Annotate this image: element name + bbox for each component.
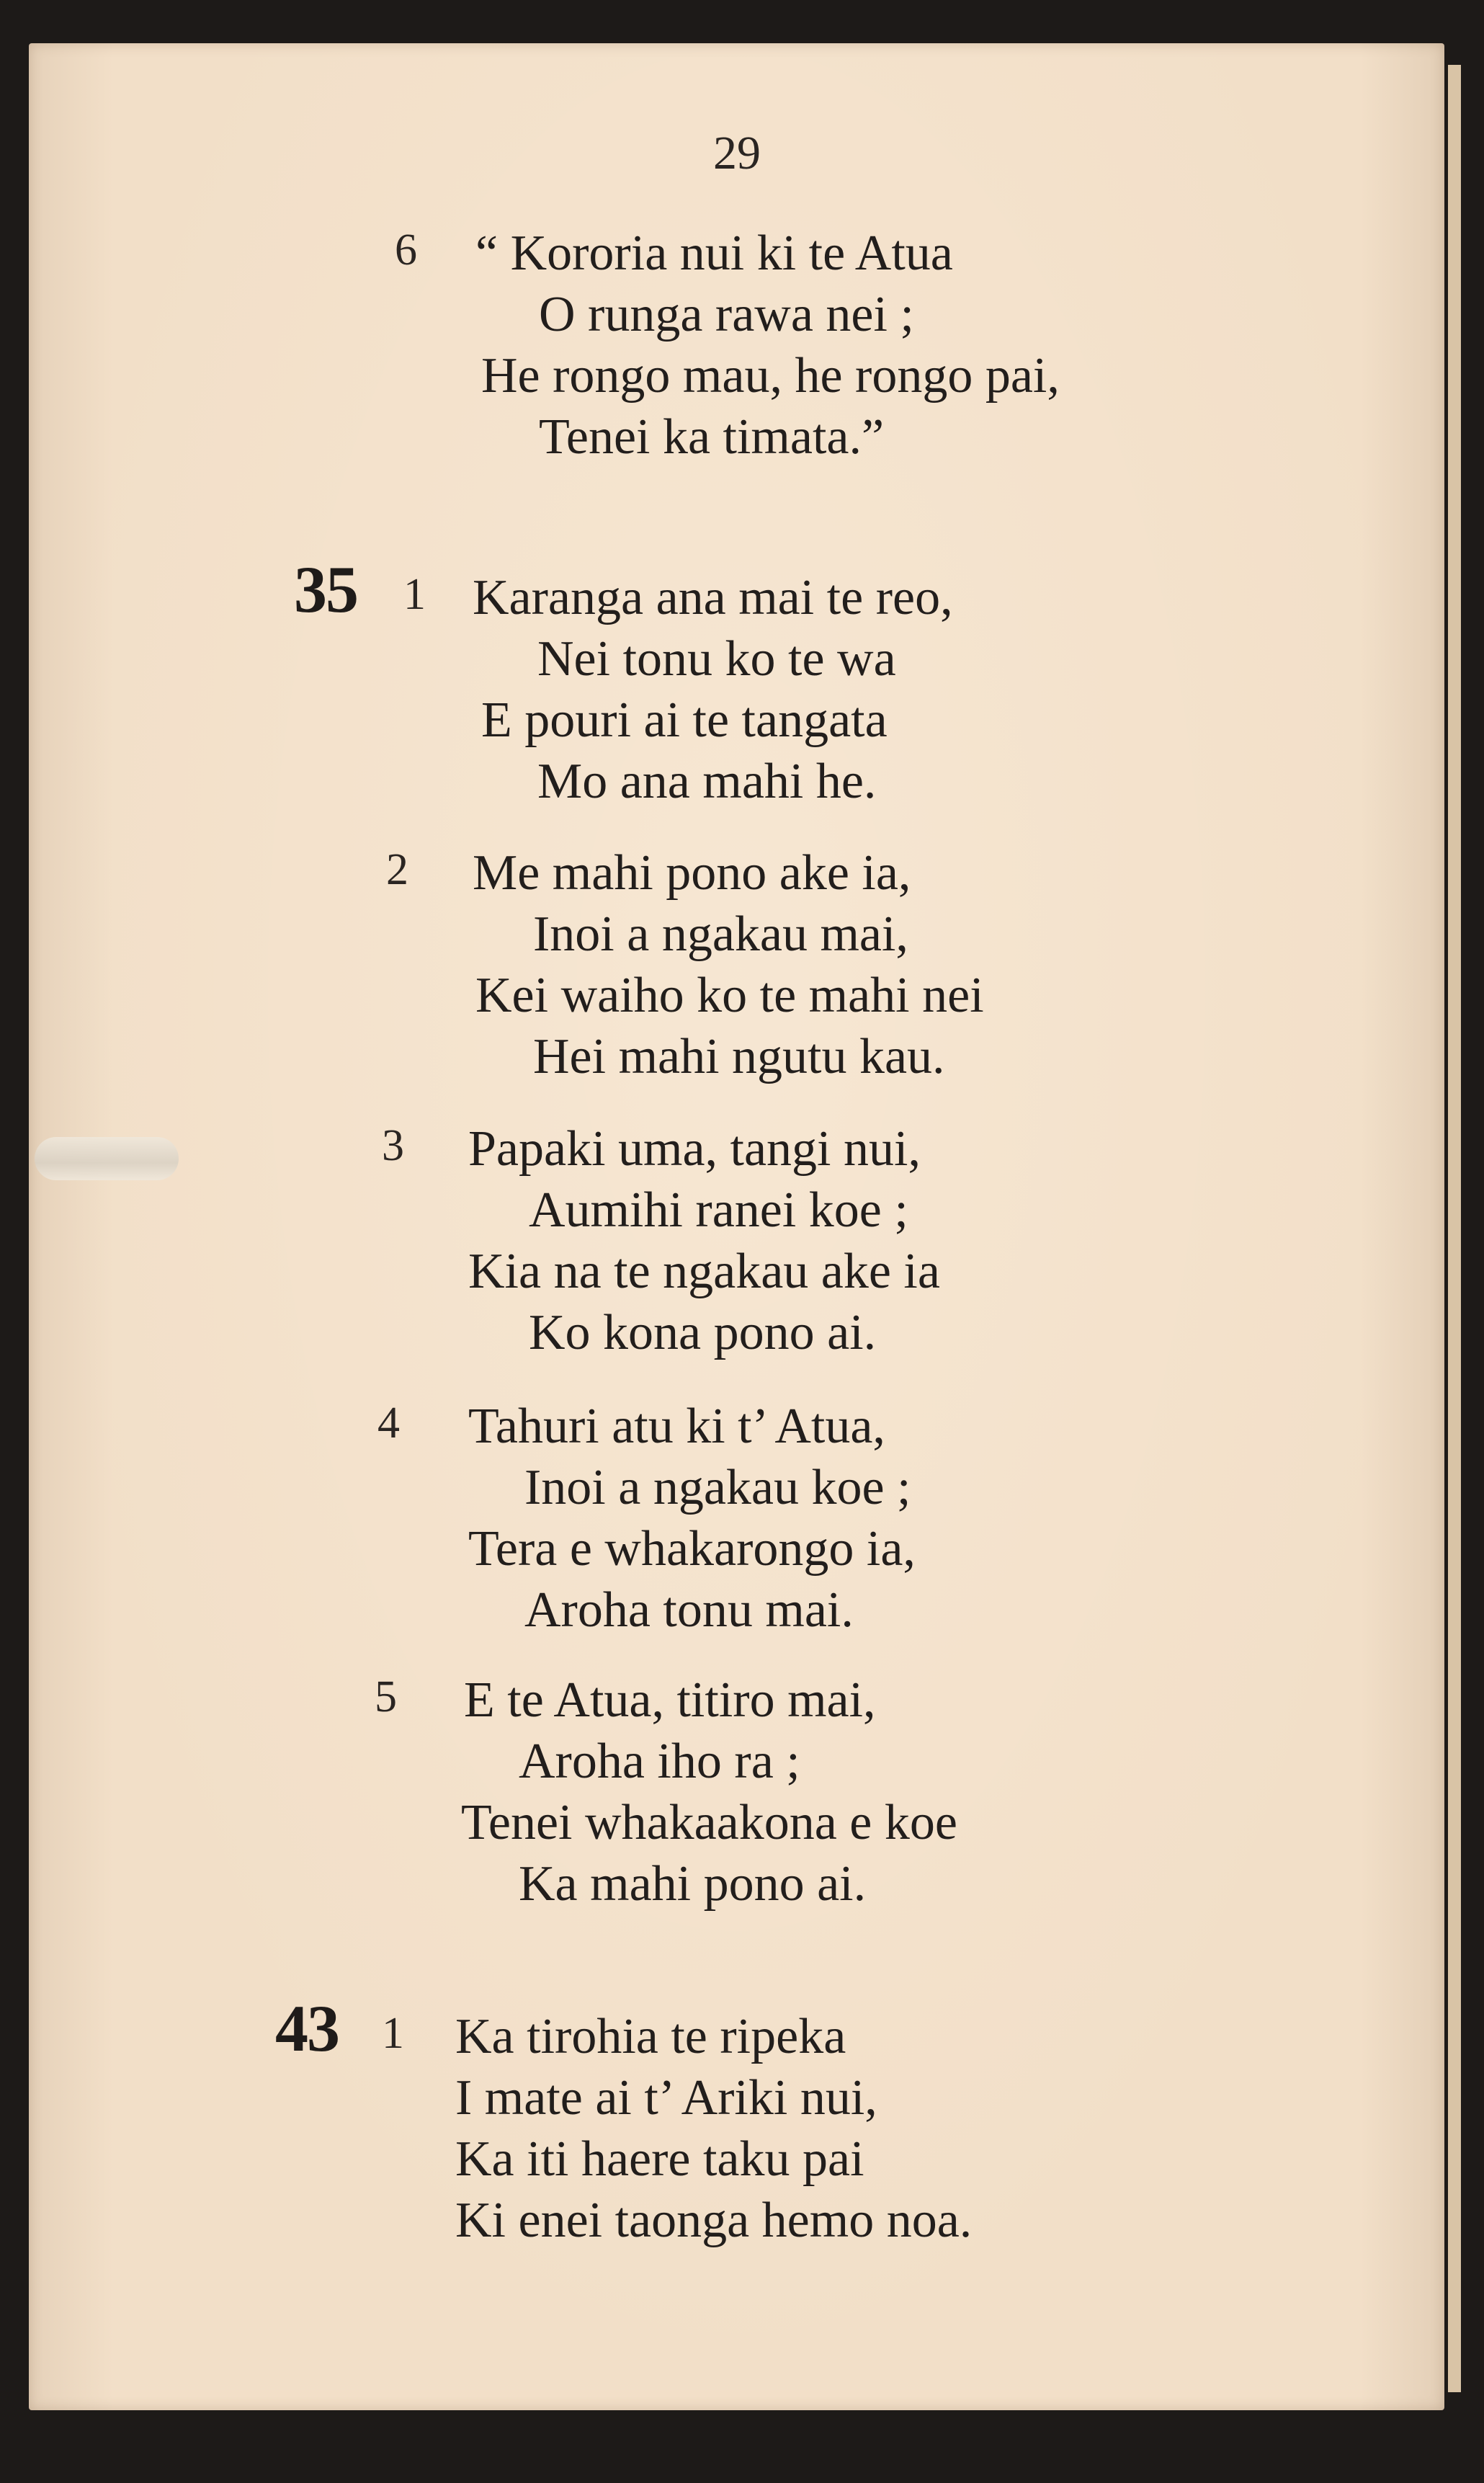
verse-number: 1: [403, 570, 426, 619]
verse-line: Hei mahi ngutu kau.: [533, 1029, 945, 1084]
verse-line: Ka mahi pono ai.: [519, 1856, 867, 1912]
verse-number: 4: [377, 1399, 400, 1448]
verse-line: E te Atua, titiro mai,: [464, 1672, 876, 1728]
verse-line: Papaki uma, tangi nui,: [468, 1121, 921, 1177]
verse-line: Tera e whakarongo ia,: [468, 1521, 916, 1577]
verse-line: Aroha tonu mai.: [524, 1582, 854, 1638]
verse-line: Nei tonu ko te wa: [537, 631, 896, 687]
verse-line: Inoi a ngakau mai,: [533, 906, 908, 962]
verse-number: 5: [375, 1672, 397, 1721]
verse-line: Karanga ana mai te reo,: [473, 570, 953, 625]
verse-line: I mate ai t’ Ariki nui,: [455, 2070, 877, 2126]
verse-number: 6: [395, 226, 417, 275]
verse-line: Tenei ka timata.”: [539, 409, 885, 465]
verse-number: 1: [382, 2009, 404, 2058]
verse-line: He rongo mau, he rongo pai,: [481, 348, 1060, 404]
page-number: 29: [713, 127, 761, 179]
verse-line: Ki enei taonga hemo noa.: [455, 2193, 973, 2248]
hymn-number: 35: [294, 553, 357, 626]
verse-line: Kia na te ngakau ake ia: [468, 1244, 940, 1299]
verse-line: Me mahi pono ake ia,: [473, 845, 911, 901]
verse-line: Aroha iho ra ;: [519, 1734, 800, 1789]
verse-line: Kei waiho ko te mahi nei: [475, 968, 984, 1023]
verse-number: 3: [382, 1121, 404, 1170]
verse-line: Tahuri atu ki t’ Atua,: [468, 1399, 885, 1454]
verse-line: E pouri ai te tangata: [481, 692, 888, 748]
binding-thread: [35, 1137, 179, 1180]
verse-line: O runga rawa nei ;: [539, 287, 914, 342]
verse-line: Ka iti haere taku pai: [455, 2131, 864, 2187]
verse-line: “ Kororia nui ki te Atua: [475, 226, 953, 281]
verse-line: Inoi a ngakau koe ;: [524, 1460, 911, 1515]
verse-line: Aumihi ranei koe ;: [529, 1182, 908, 1238]
verse-line: Ka tirohia te ripeka: [455, 2009, 846, 2064]
verse-line: Ko kona pono ai.: [529, 1305, 877, 1360]
hymn-number: 43: [275, 1992, 339, 2065]
verse-number: 2: [386, 845, 408, 894]
verse-line: Mo ana mahi he.: [537, 754, 877, 809]
page-edge: [1448, 65, 1461, 2392]
verse-line: Tenei whakaakona e koe: [461, 1795, 957, 1850]
